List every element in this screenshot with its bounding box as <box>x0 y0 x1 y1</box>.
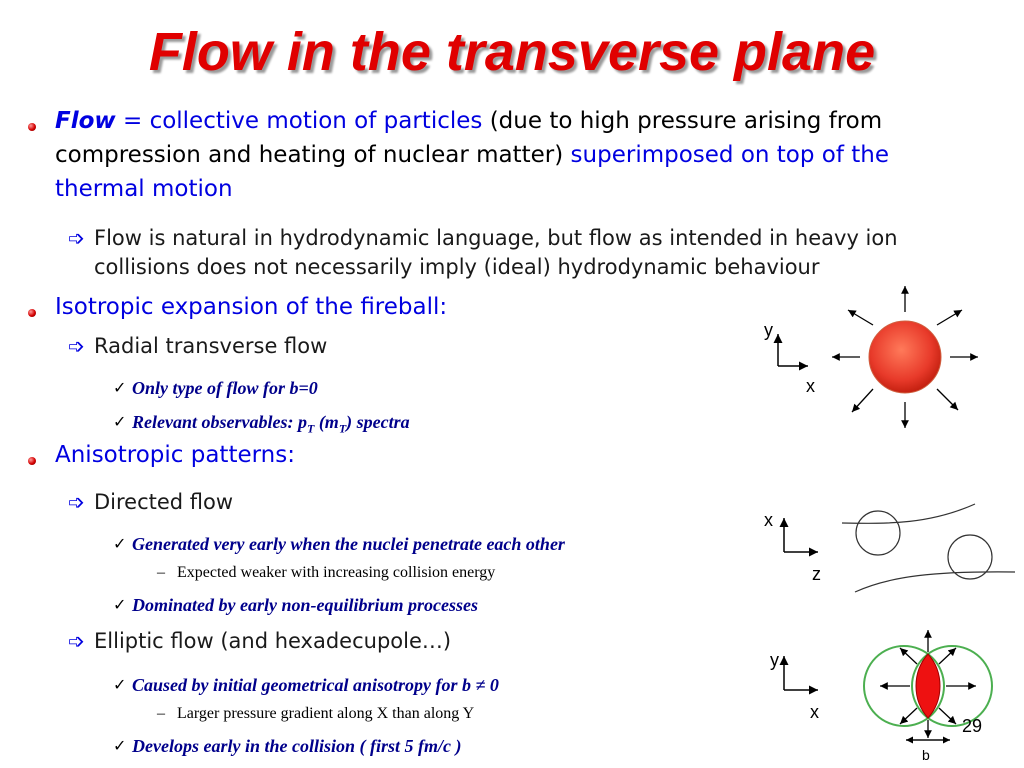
bullet-icon <box>28 457 36 465</box>
directed-flow-label: Directed flow <box>94 490 234 514</box>
flow-definition: collective motion of particles <box>149 108 483 134</box>
observables-mid: (m <box>314 412 339 432</box>
directed-flow-diagram <box>760 500 1020 600</box>
axes-icon <box>784 518 818 552</box>
observables-sub1: T <box>306 421 315 436</box>
bullet-icon <box>28 123 36 131</box>
axes-icon <box>784 656 818 690</box>
hydro-note-line1: Flow is natural in hydrodynamic language, but flow as intended in heavy ion <box>94 226 898 250</box>
axes-icon <box>778 334 808 366</box>
elliptic-check2: Develops early in the collision ( first 5 fm/c ) <box>132 736 462 756</box>
page-number: 29 <box>962 716 983 736</box>
directed-check1: Generated very early when the nuclei penetrate each other <box>132 534 565 554</box>
flow-line2-blue: superimposed on top of the <box>570 142 890 168</box>
flow-line2-black: compression and heating of nuclear matter) <box>55 142 571 168</box>
axis-label-y: y <box>764 320 773 340</box>
radial-flow-diagram <box>760 282 1020 432</box>
observables-pre: Relevant observables: p <box>132 412 307 432</box>
elliptic-flow-label: Elliptic flow (and hexadecupole…) <box>94 629 452 653</box>
check-icon: ✓ <box>113 378 127 397</box>
radial-check1: Only type of flow for b=0 <box>132 378 318 398</box>
flow-line1-rest: (due to high pressure arising from <box>482 108 883 134</box>
check-icon: ✓ <box>113 534 127 553</box>
dash-icon: – <box>157 564 165 581</box>
check-icon: ✓ <box>113 412 127 431</box>
check-icon: ✓ <box>113 736 127 755</box>
observables-post: ) spectra <box>346 412 410 432</box>
arrow-icon: ➩ <box>68 226 85 250</box>
directed-check2: Dominated by early non-equilibrium processes <box>132 595 478 615</box>
directed-dash1: Expected weaker with increasing collision energy <box>177 564 496 581</box>
radial-check2 <box>132 412 410 437</box>
slide-title: Flow in the transverse plane <box>148 22 876 82</box>
axis-label-y: y <box>770 650 779 670</box>
axis-label-x: x <box>810 702 819 722</box>
elliptic-check1: Caused by initial geometrical anisotropy for b ≠ 0 <box>132 675 499 695</box>
dash-icon: – <box>157 705 165 722</box>
fireball-icon <box>869 321 941 393</box>
flow-keyword: Flow <box>55 108 116 134</box>
elliptic-flow-diagram <box>760 628 1020 768</box>
elliptic-dash1: Larger pressure gradient along X than along Y <box>177 705 475 722</box>
flow-equals: = <box>115 108 150 134</box>
check-icon: ✓ <box>113 675 127 694</box>
bullet-flow-line2 <box>55 142 889 168</box>
trajectory-curve <box>855 572 1015 592</box>
bullet-flow-line1 <box>55 108 882 134</box>
arrow-icon: ➩ <box>68 629 85 653</box>
observables-sub2: T <box>338 421 347 436</box>
radial-flow-label: Radial transverse flow <box>94 334 328 358</box>
anisotropic-heading: Anisotropic patterns: <box>55 442 295 468</box>
axis-label-x: x <box>764 510 773 530</box>
hydro-note-line2: collisions does not necessarily imply (ideal) hydrodynamic behaviour <box>94 255 820 279</box>
impact-parameter-label: b <box>922 747 930 763</box>
isotropic-heading: Isotropic expansion of the fireball: <box>55 294 448 320</box>
axis-label-x: x <box>806 376 815 396</box>
nucleus-icon <box>856 511 900 555</box>
arrow-icon: ➩ <box>68 334 85 358</box>
arrow-icon: ➩ <box>68 490 85 514</box>
bullet-flow-line3: thermal motion <box>55 176 233 202</box>
trajectory-curve <box>842 504 975 523</box>
bullet-icon <box>28 309 36 317</box>
axis-label-z: z <box>812 564 821 584</box>
check-icon: ✓ <box>113 595 127 614</box>
